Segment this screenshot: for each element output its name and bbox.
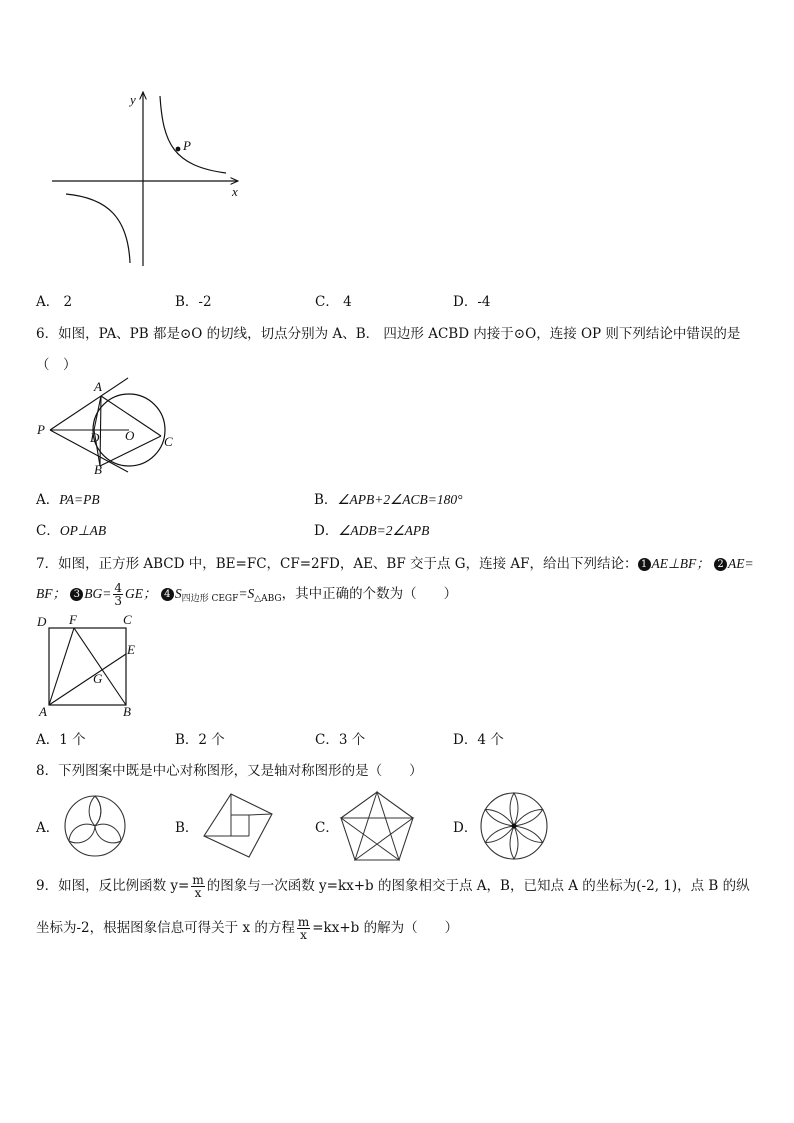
label-p: P [37,422,45,437]
q8-pattern-d-six-petals [478,790,550,862]
label-c: C [164,434,173,449]
q8-pattern-a-three-arcs [62,793,128,859]
hyperbola-branch-q3 [66,194,130,263]
label-d: D [37,614,47,629]
segment-bf [74,628,126,705]
square-abcd [49,628,126,705]
q5-option-a[interactable]: A． 2 [36,294,73,310]
q7-number: 7． [36,556,59,572]
q6-stem-line1 [36,322,740,342]
q9-stem-line2: 坐标为-2，根据图象信息可得关于 x 的方程 $\frac{m}{x}$ =kx+b 的解为（ ） [36,915,459,942]
q8-option-b[interactable]: B． [175,820,199,836]
fraction-m-over-x: $\frac{m}{x}$ [192,873,204,900]
label-o: O [125,428,135,443]
q9-stem-line1: 9．如图，反比例函数 y= $\frac{m}{x}$ 的图象与一次函数 y=kx+b 的图象相交于点 A，B，已知点 A 的坐标为(-2, 1)，点 B 的纵 [36,873,750,900]
conclusion-3-mark: 3 [70,588,83,601]
q6-circle-figure [34,376,184,476]
point-p-label: P [183,138,191,153]
label-e: E [127,642,135,657]
hyperbola-branch-q1 [160,96,226,173]
q8-option-c[interactable]: C． [315,820,339,836]
conclusion-2-mark: 2 [714,558,727,571]
q6-stem-line2: （ ） [36,357,77,373]
q6-number: 6． [36,326,59,342]
label-a: A [94,379,102,394]
q5-hyperbola-graph [48,88,248,268]
q7-stem-line2: BF； 3 BG= $\frac{4}{3}$ GE； 4 $S_{四边形 CEGF}=S_{\triangle ABG}$，其中正确的个数为（ ） [36,581,458,608]
q6-option-c[interactable]: C．OP⊥AB [36,523,107,539]
label-b: B [94,462,102,476]
q6-option-b[interactable]: B．∠APB+2∠ACB=180° [314,492,463,508]
q8-option-a[interactable]: A． [36,820,60,836]
q5-option-c[interactable]: C． 4 [315,294,352,310]
y-axis-label: y [130,92,136,107]
q8-number: 8． [36,763,59,779]
q6-option-d[interactable]: D．∠ADB=2∠APB [314,523,430,539]
q8-stem: 8．下列图案中既是中心对称图形，又是轴对称图形的是（ ） [36,763,423,779]
segment-ab [100,396,101,466]
fraction-m-over-x-2: $\frac{m}{x}$ [297,915,310,942]
q7-option-b[interactable]: B．2 个 [175,732,225,748]
conclusion-1-mark: 1 [638,558,651,571]
segment-ad [94,396,101,430]
tangent-pb [50,430,128,472]
q8-option-d[interactable]: D． [453,820,478,836]
segment-ae [49,654,126,705]
q7-stem-line1: 7．如图，正方形 ABCD 中，BE=FC，CF=2FD，AE、BF 交于点 G，连接 AF，给出下列结论： 1 AE⊥BF； 2 AE= [36,556,754,572]
label-c: C [123,612,132,627]
q7-option-a[interactable]: A．1 个 [36,732,86,748]
label-g: G [93,671,103,686]
q9-number: 9． [36,878,59,894]
q8-pattern-b-rotated-square [200,791,276,861]
tangent-pa [50,378,128,430]
label-d: D [90,430,100,445]
conclusion-4-mark: 4 [161,588,174,601]
q7-option-d[interactable]: D．4 个 [453,732,504,748]
point-p [176,147,181,152]
q6-stem: 如图，PA、PB 都是⊙O 的切线，切点分别为 A、B． 四边形 ACBD 内接于⊙O，连接 OP 则下列结论中错误的是 [58,326,741,342]
x-axis-label: x [232,184,238,199]
q6-option-a[interactable]: A．PA=PB [36,492,100,508]
q5-option-b[interactable]: B．-2 [175,294,212,310]
segment-af [49,628,74,705]
q5-option-d[interactable]: D．-4 [453,294,491,310]
label-b: B [123,704,131,719]
fraction-4-3: $\frac{4}{3}$ [114,581,123,608]
q7-square-figure [34,612,144,722]
q8-pattern-c-pentagram [338,789,416,863]
label-a: A [39,704,47,719]
q7-option-c[interactable]: C．3 个 [315,732,366,748]
label-f: F [69,612,77,627]
